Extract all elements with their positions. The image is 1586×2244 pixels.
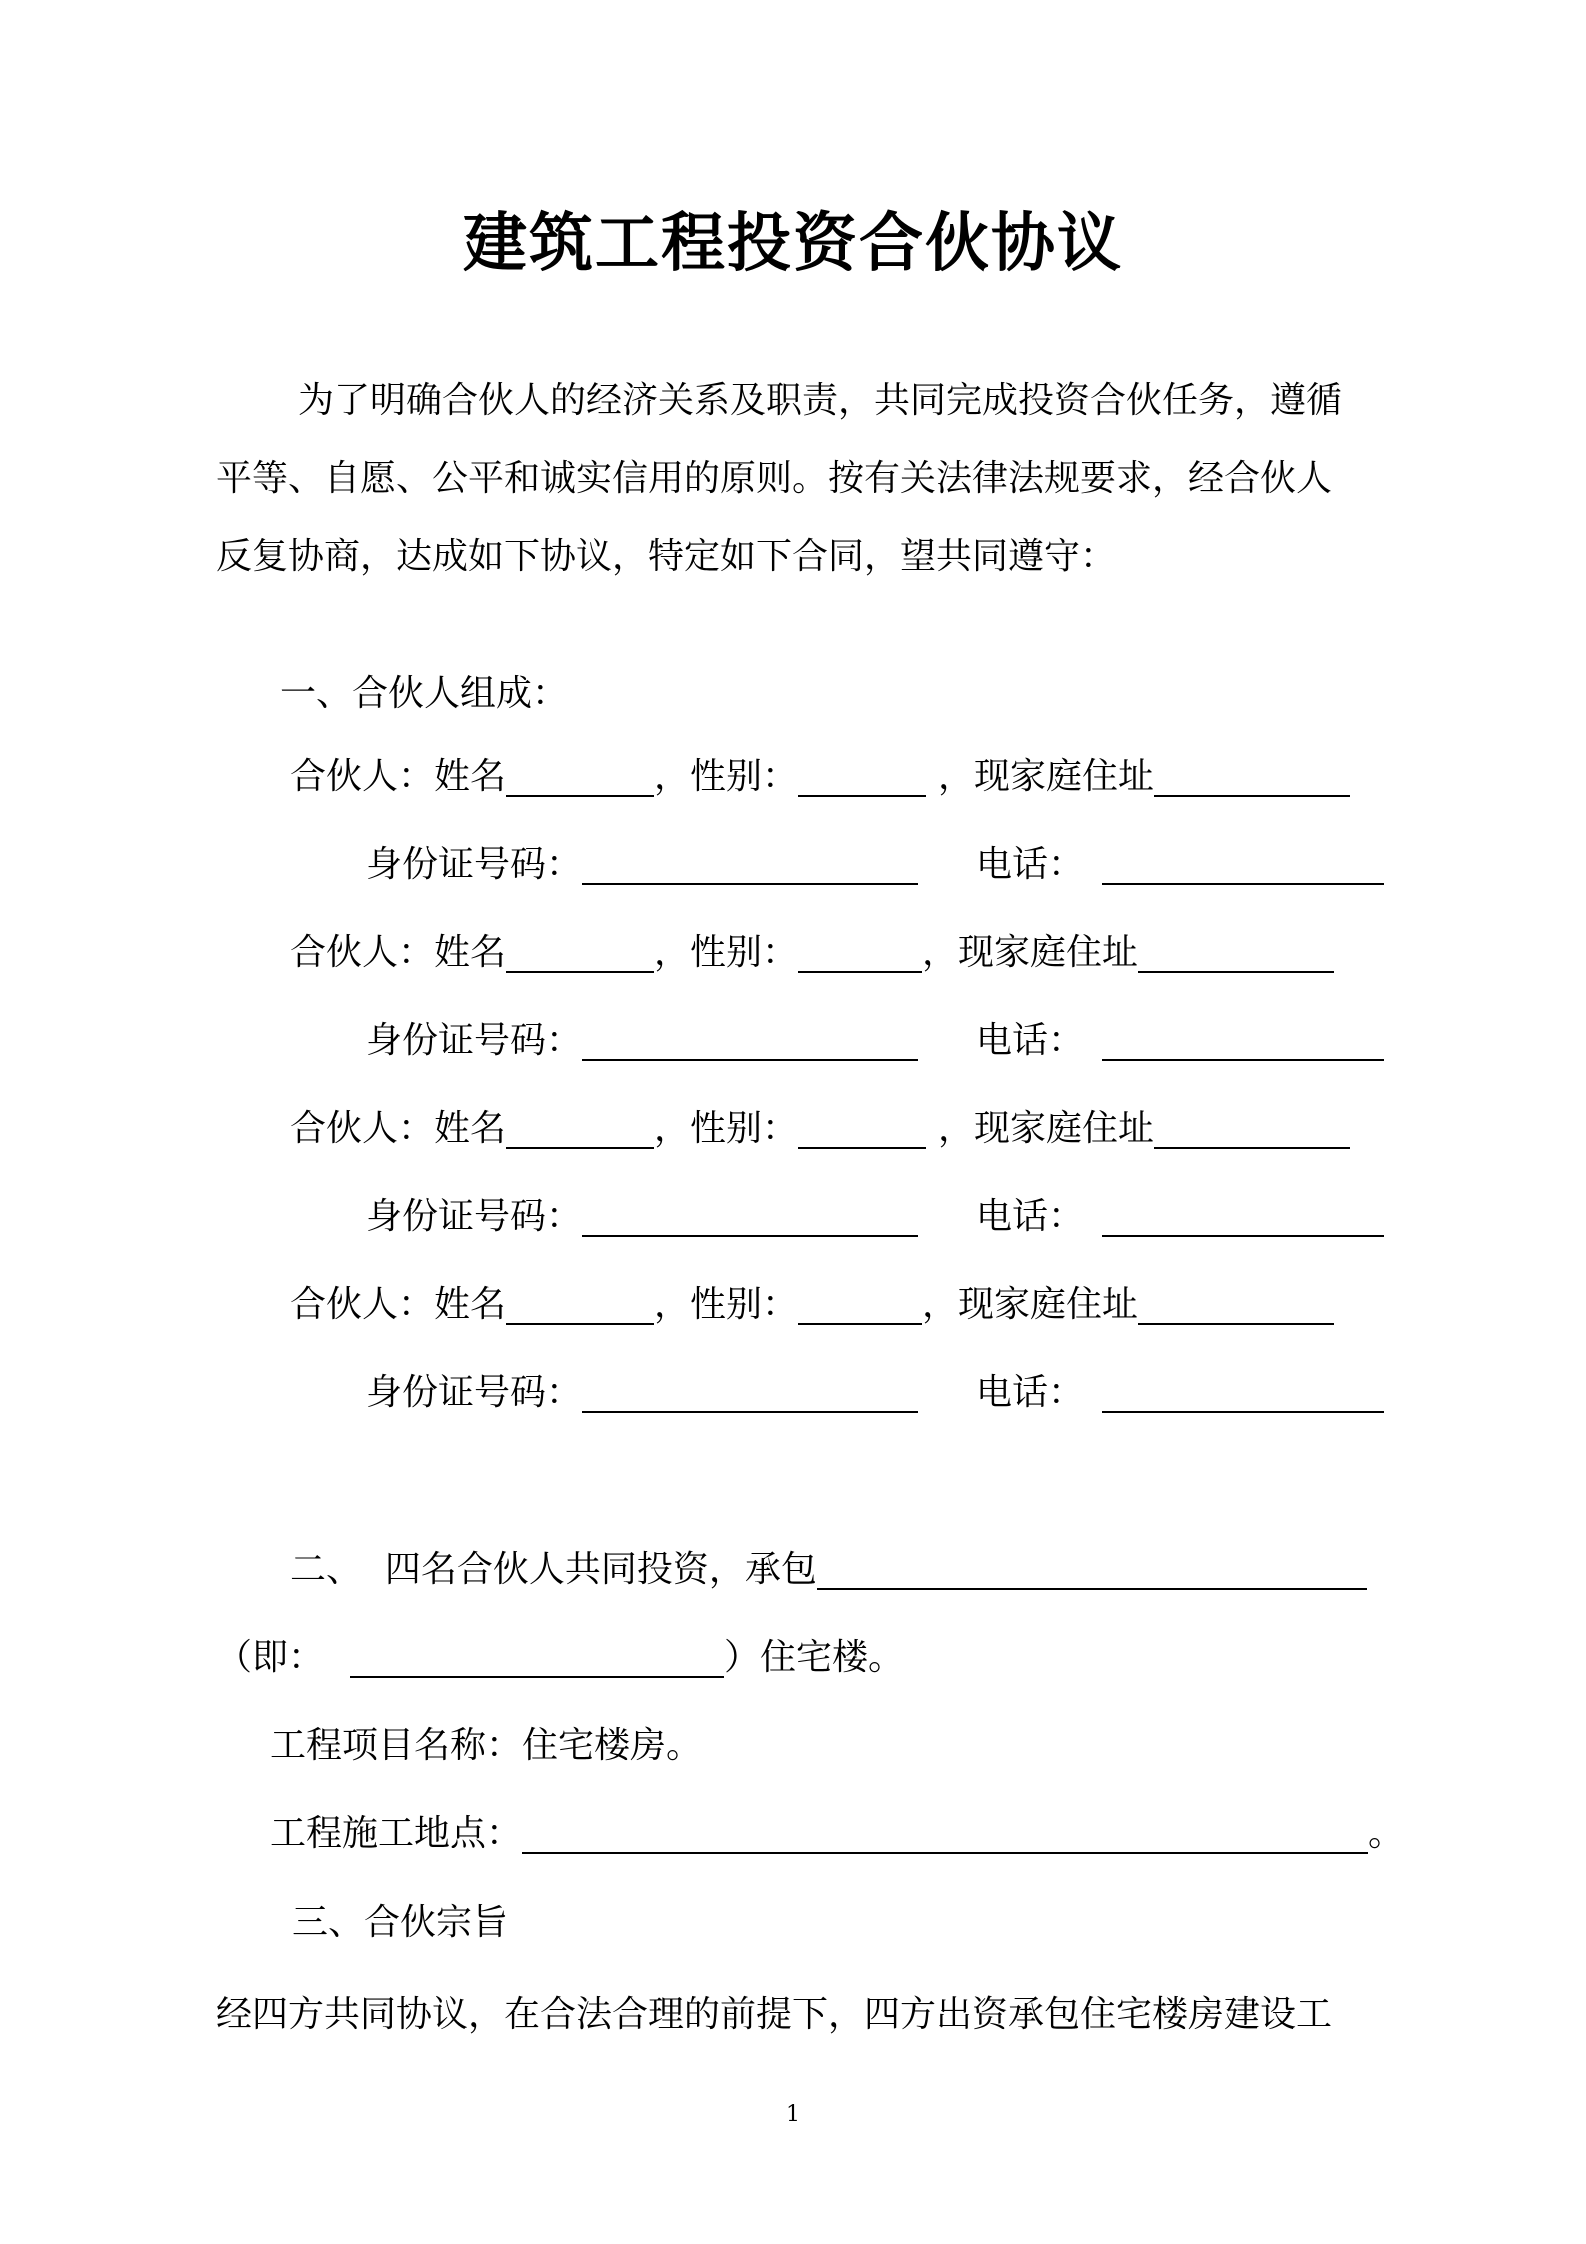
partner-id-blank[interactable]	[582, 1201, 918, 1237]
partner-name-label: 合伙人：姓名	[290, 932, 507, 973]
partner-address-label: ，现家庭住址	[938, 1108, 1155, 1149]
partner-gender-label: ，性别：	[654, 1284, 799, 1325]
partner-address-label: ，现家庭住址	[922, 1284, 1139, 1325]
section-2-close: ）住宅楼。	[724, 1637, 905, 1678]
page-number: 1	[786, 2102, 800, 2127]
partner-id-label: 身份证号码：	[366, 1196, 583, 1237]
partner-row-4	[290, 1285, 1334, 1325]
document-title: 建筑工程投资合伙协议	[463, 207, 1123, 281]
partner-address-label: ，现家庭住址	[938, 756, 1155, 797]
partner-id-label: 身份证号码：	[366, 844, 583, 885]
partner-gender-label: ，性别：	[654, 1108, 799, 1149]
section-2-heading: 二、 四名合伙人共同投资，承包	[290, 1549, 817, 1590]
section-3-body	[216, 1995, 1386, 2035]
partner-address-label: ，现家庭住址	[922, 932, 1139, 973]
site-blank[interactable]	[522, 1818, 1368, 1854]
intro-line-2	[216, 459, 1386, 499]
partner-id-blank[interactable]	[582, 1025, 918, 1061]
partner-id-row-2	[366, 1021, 1384, 1061]
project-name: 工程项目名称：住宅楼房。	[270, 1725, 703, 1766]
section-2-open: （即：	[216, 1637, 325, 1678]
partner-gender-label: ，性别：	[654, 932, 799, 973]
partner-id-row-4	[366, 1373, 1384, 1413]
partner-row-1	[290, 757, 1350, 797]
section-3-body-text: 经四方共同协议，在合法合理的前提下，四方出资承包住宅楼房建设工	[216, 1994, 1333, 2035]
building-blank[interactable]	[350, 1642, 724, 1678]
partner-phone-blank[interactable]	[1102, 849, 1384, 885]
partner-id-row-3	[366, 1197, 1384, 1237]
partner-phone-blank[interactable]	[1102, 1377, 1384, 1413]
partner-id-blank[interactable]	[582, 849, 918, 885]
partner-address-blank[interactable]	[1138, 1289, 1334, 1325]
section-2-line-1	[290, 1550, 1367, 1590]
partner-id-label: 身份证号码：	[366, 1372, 583, 1413]
partner-row-3	[290, 1109, 1350, 1149]
partner-gender-blank[interactable]	[798, 1289, 922, 1325]
partner-phone-label: 电话：	[976, 1196, 1085, 1237]
partner-address-blank[interactable]	[1138, 937, 1334, 973]
partner-name-blank[interactable]	[506, 1289, 654, 1325]
partner-address-blank[interactable]	[1154, 1113, 1350, 1149]
section-1-heading: 一、合伙人组成：	[280, 673, 569, 714]
partner-id-row-1	[366, 845, 1384, 885]
partner-phone-label: 电话：	[976, 1372, 1085, 1413]
partner-name-blank[interactable]	[506, 937, 654, 973]
partner-name-label: 合伙人：姓名	[290, 1284, 507, 1325]
partner-phone-label: 电话：	[976, 844, 1085, 885]
partner-phone-blank[interactable]	[1102, 1201, 1384, 1237]
partner-id-label: 身份证号码：	[366, 1020, 583, 1061]
section-2-line-2	[216, 1638, 904, 1678]
partner-name-label: 合伙人：姓名	[290, 756, 507, 797]
partner-gender-blank[interactable]	[798, 761, 926, 797]
intro-line-1-text: 为了明确合伙人的经济关系及职责，共同完成投资合伙任务，遵循	[298, 380, 1343, 421]
partner-name-label: 合伙人：姓名	[290, 1108, 507, 1149]
intro-line-3: 反复协商，达成如下协议，特定如下合同，望共同遵守：	[216, 536, 1117, 577]
partner-gender-blank[interactable]	[798, 937, 922, 973]
intro-line-2-text: 平等、自愿、公平和诚实信用的原则。按有关法律法规要求，经合伙人	[216, 458, 1333, 499]
partner-phone-label: 电话：	[976, 1020, 1085, 1061]
partner-row-2	[290, 933, 1334, 973]
partner-phone-blank[interactable]	[1102, 1025, 1384, 1061]
intro-line-1	[298, 381, 1386, 421]
partner-id-blank[interactable]	[582, 1377, 918, 1413]
partner-name-blank[interactable]	[506, 761, 654, 797]
site-label: 工程施工地点：	[270, 1813, 523, 1854]
contract-blank[interactable]	[817, 1554, 1367, 1590]
partner-gender-label: ，性别：	[654, 756, 799, 797]
site-end: 。	[1368, 1813, 1405, 1854]
site-row	[270, 1814, 1404, 1854]
partner-address-blank[interactable]	[1154, 761, 1350, 797]
partner-gender-blank[interactable]	[798, 1113, 926, 1149]
section-3-heading: 三、合伙宗旨	[292, 1902, 509, 1943]
partner-name-blank[interactable]	[506, 1113, 654, 1149]
